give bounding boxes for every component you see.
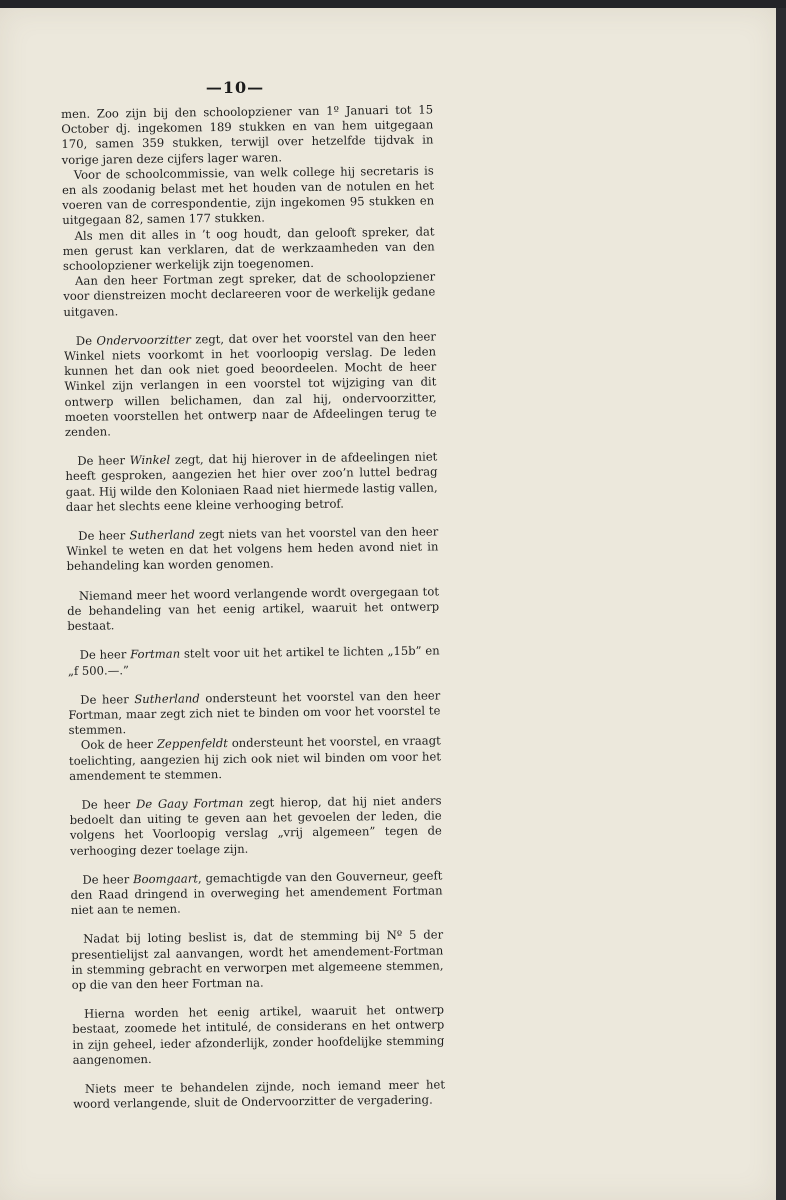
scan-edge — [776, 8, 786, 1200]
paragraph — [71, 928, 444, 993]
paragraph-text: De heer — [77, 453, 130, 469]
page-number: —10— — [205, 78, 265, 97]
document-page — [0, 8, 776, 1200]
paragraph-text: Nadat bij loting beslist is, dat de stemming bij Nº 5 der presentielijst zal aanvangen, wordt het amendement-Fortman in stemming gebracht en verworpen met algemeene stemmen, op die van den heer Fortman na. — [71, 927, 444, 992]
paragraph-text: zegt, dat over het voorstel van den heer Winkel niets voorkomt in het voorloopig verslag. De leden kunnen het dan ook niet goed beoordeelen. Mocht de heer Winkel zijn verlangen in een voorstel tot wijziging van dit ontwerp willen belichamen, dan zal hij, ondervoorzitter, moeten voorstellen het ontwerp naar de Afdeelingen terug te zenden. — [63, 329, 437, 440]
paragraph-text: stelt voor uit het artikel te lichten „15b” en „f 500.—.” — [67, 643, 440, 678]
paragraph — [69, 734, 442, 784]
paragraph — [62, 224, 435, 274]
paragraph-text: zegt hierop, dat hij niet anders bedoelt dan uiting te geven aan het gevoelen der leden, die volgens het Voorloopig verslag „vrij algemeen” tegen de verhooging dezer toelage zijn. — [69, 793, 442, 858]
paragraph-text: Hierna worden het eenig artikel, waaruit het ontwerp bestaat, zoomede het intitulé, de considerans en het ontwerp in zijn geheel, ieder afzonderlijk, zonder hoofdelijke stemming aangenomen. — [72, 1002, 445, 1067]
paragraph-text: Voor de schoolcommissie, van welk college hij secretaris is en als zoodanig belast met het houden van de notulen en het voeren van de correspondentie, zijn ingekomen 95 stukken en uitgegaan 82, samen 177 stukken. — [61, 163, 435, 228]
paragraph-text: Niets meer te behandelen zijnde, noch iemand meer het woord verlangende, sluit de Ondervoorzitter de vergadering. — [73, 1077, 446, 1112]
paragraph — [65, 450, 438, 515]
paragraph — [66, 525, 439, 575]
paragraph-text: zegt, dat hij hierover in de afdeelingen niet heeft gesproken, aangezien het hier over zoo’n luttel bedrag gaat. Hij wilde den Koloniaen Raad niet hiermede lastig vallen, daar het slechts eene kleine verhooging betrof. — [65, 449, 438, 514]
speaker-name: Winkel — [129, 452, 171, 468]
paragraph — [72, 1003, 445, 1068]
paragraph-text: ondersteunt het voorstel, en vraagt toelichting, aangezien hij zich ook niet wil binden om voor het amendement te stemmen. — [68, 733, 442, 783]
paragraph — [70, 868, 443, 918]
paragraph-text: ondersteunt het voorstel van den heer Fortman, maar zegt zich niet te binden om voor het voorstel te stemmen. — [68, 688, 441, 738]
paragraph — [67, 584, 440, 634]
paragraph-text: Als men dit alles in ’t oog houdt, dan gelooft spreker, dat men gerust kan verklaren, dat de werkzaamheden van den schoolopziener werkelijk zijn toegenomen. — [62, 224, 435, 274]
paragraph-text: Niemand meer het woord verlangende wordt overgegaan tot de behandeling van het eenig artikel, waaruit het ontwerp bestaat. — [67, 584, 440, 634]
paragraph-text: men. Zoo zijn bij den schoolopziener van 1º Januari tot 15 October dj. ingekomen 189 stukken en van hem uitgegaan 170, samen 359 stukken, terwijl over hetzelfde tijdvak in vorige jaren deze cijfers lager waren. — [61, 102, 434, 167]
paragraph-text: Aan den heer Fortman zegt spreker, dat de schoolopziener voor dienstreizen mocht declareeren voor de werkelijk gedane uitgaven. — [63, 269, 436, 319]
paragraph-text: De heer — [79, 647, 131, 663]
paragraph-text: Ook de heer — [80, 737, 157, 753]
paragraph — [68, 644, 440, 679]
paragraph — [69, 793, 442, 858]
paragraph — [73, 1077, 445, 1112]
paragraph-text: zegt niets van het voorstel van den heer Winkel te weten en dat het volgens hem heden avond niet in behandeling kan worden genomen. — [66, 524, 439, 574]
paragraph — [61, 102, 434, 167]
speaker-name: De Gaay Fortman — [135, 795, 244, 812]
speaker-name: Boomgaart — [132, 871, 199, 886]
document-body — [61, 102, 445, 1112]
speaker-name: Fortman — [130, 646, 181, 662]
paragraph-text: , gemachtigde van den Gouverneur, geeft den Raad dringend in overweging het amendement Fortman niet aan te nemen. — [70, 868, 443, 918]
paragraph-text: De heer — [81, 797, 137, 812]
paragraph-text: De heer — [78, 528, 130, 543]
speaker-name: Zeppenfeldt — [156, 736, 229, 752]
speaker-name: Sutherland — [134, 691, 200, 706]
speaker-name: Ondervoorzitter — [96, 332, 191, 348]
paragraph — [68, 688, 441, 738]
speaker-name: Sutherland — [129, 527, 195, 543]
paragraph — [64, 329, 437, 440]
paragraph — [63, 270, 436, 320]
paragraph — [62, 163, 435, 228]
paragraph-text: De heer — [80, 691, 135, 707]
paragraph-text: De heer — [82, 871, 134, 887]
paragraph-text: De — [75, 333, 97, 348]
